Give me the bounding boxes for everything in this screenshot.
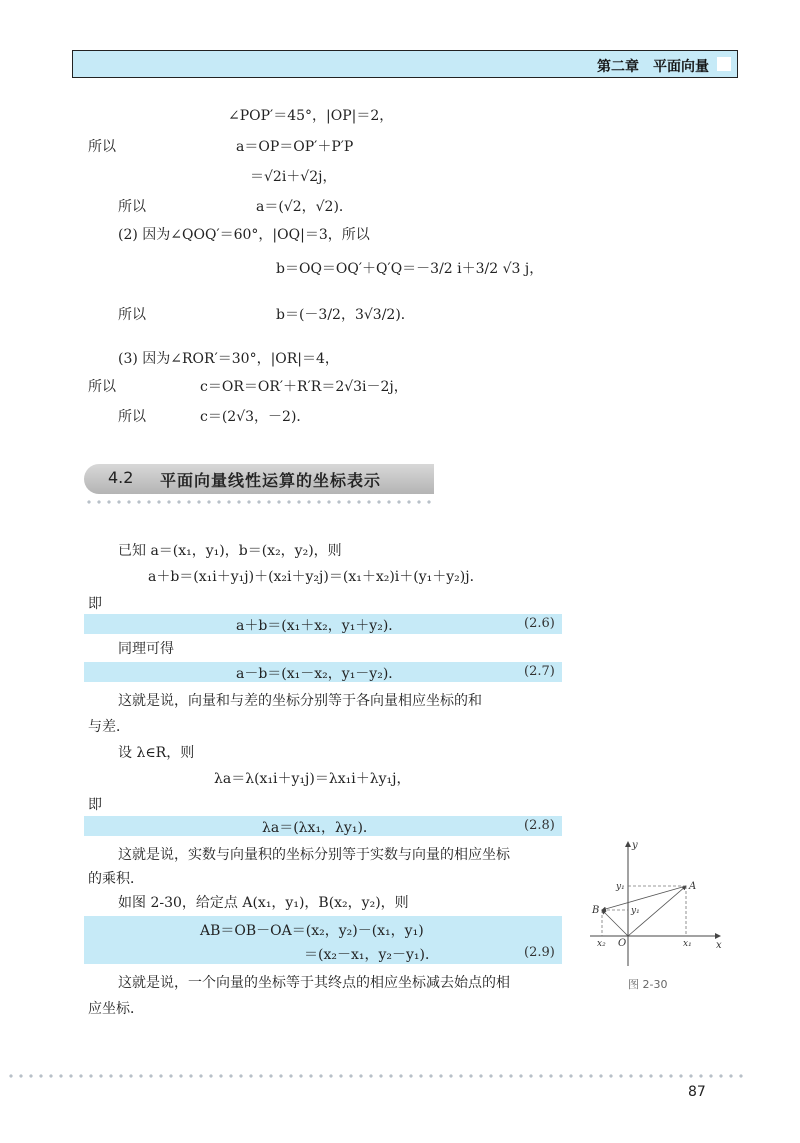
vector-a-coordinates: a＝(√2，√2)．	[256, 199, 353, 215]
explanation-scalar-1: 这就是说，实数与向量积的坐标分别等于实数与向量的相应坐标	[118, 847, 510, 863]
label-point-b: B	[592, 905, 600, 916]
explanation-sum-diff-2: 与差．	[88, 719, 130, 735]
section-dotted-rule	[84, 500, 434, 504]
section-number: 4.2	[108, 468, 134, 487]
figure-2-30	[580, 836, 730, 976]
lambda-expansion-line: λa＝λ(x₁i＋y₁j)＝λx₁i＋λy₁j，	[214, 771, 411, 787]
formula-number-2-6: (2.6)	[524, 616, 555, 631]
formula-number-2-7: (2.7)	[524, 664, 555, 679]
vector-c-coordinates: c＝(2√3，－2)．	[200, 409, 311, 425]
explanation-scalar-2: 的乘积．	[88, 871, 144, 887]
label-ji-2: 即	[88, 797, 102, 813]
part3-angle-ror: (3) 因为∠ROR′＝30°，|OR|＝4，	[118, 351, 339, 367]
formula-2-9-line2: ＝(x₂－x₁，y₂－y₁)．	[304, 947, 439, 963]
explanation-sum-diff-1: 这就是说，向量和与差的坐标分别等于各向量相应坐标的和	[118, 693, 482, 709]
part2-angle-qoq: (2) 因为∠QOQ′＝60°，|OQ|＝3，所以	[118, 227, 370, 243]
let-lambda-line: 设 λ∈R，则	[118, 745, 195, 761]
formula-2-7: a－b＝(x₁－x₂，y₁－y₂)．	[236, 666, 403, 682]
label-y1-inner: y₁	[631, 906, 640, 916]
label-suoyi-1: 所以	[88, 139, 116, 155]
given-vectors-line: 已知 a＝(x₁，y₁)，b＝(x₂，y₂)，则	[118, 543, 342, 559]
label-suoyi-4: 所以	[88, 379, 116, 395]
label-ji-1: 即	[88, 596, 102, 612]
explanation-vector-coords-2: 应坐标．	[88, 1001, 144, 1017]
vector-a-decomposition: a＝OP＝OP′＋P′P	[236, 139, 354, 155]
formula-number-2-8: (2.8)	[524, 818, 555, 833]
label-x-axis: x	[716, 940, 722, 951]
footer-dotted-rule	[6, 1074, 746, 1078]
figure-reference-line: 如图 2-30，给定点 A(x₁，y₁)，B(x₂，y₂)，则	[118, 895, 409, 911]
chapter-header-bar	[72, 50, 738, 78]
label-suoyi-3: 所以	[118, 307, 146, 323]
vector-c-decomposition: c＝OR＝OR′＋R′R＝2√3i－2j，	[200, 379, 408, 395]
label-y1-axis: y₁	[616, 882, 625, 892]
label-origin: O	[618, 938, 627, 949]
sum-expansion-line: a＋b＝(x₁i＋y₁j)＋(x₂i＋y₂j)＝(x₁＋x₂)i＋(y₁＋y₂)j．	[148, 569, 484, 585]
label-similarly: 同理可得	[118, 641, 174, 657]
section-title: 平面向量线性运算的坐标表示	[160, 471, 382, 490]
vector-b-coordinates: b＝(－3/2，3√3/2)．	[276, 307, 415, 323]
formula-2-6: a＋b＝(x₁＋x₂，y₁＋y₂)．	[236, 618, 403, 634]
vector-a-ij-form: ＝√2i＋√2j，	[250, 169, 337, 185]
label-suoyi-2: 所以	[118, 199, 146, 215]
vector-ob	[602, 910, 628, 936]
chapter-title: 第二章 平面向量	[597, 59, 709, 75]
label-y-axis: y	[632, 840, 638, 851]
label-x2: x₂	[597, 939, 606, 949]
page-number: 87	[688, 1084, 706, 1100]
figure-caption: 图 2-30	[628, 978, 668, 991]
formula-number-2-9: (2.9)	[524, 945, 555, 960]
formula-2-9-line1: AB＝OB－OA＝(x₂，y₂)－(x₁，y₁)	[200, 923, 424, 939]
vector-b-decomposition: b＝OQ＝OQ′＋Q′Q＝－3/2 i＋3/2 √3 j，	[276, 261, 544, 277]
formula-2-8: λa＝(λx₁，λy₁)．	[262, 820, 377, 836]
angle-pop-line: ∠POP′＝45°，|OP|＝2，	[228, 108, 394, 124]
label-point-a: A	[689, 881, 697, 892]
header-corner-square	[717, 57, 731, 71]
label-suoyi-5: 所以	[118, 409, 146, 425]
vector-ab	[602, 886, 686, 910]
label-x1: x₁	[683, 939, 692, 949]
explanation-vector-coords-1: 这就是说，一个向量的坐标等于其终点的相应坐标减去始点的相	[118, 975, 510, 991]
